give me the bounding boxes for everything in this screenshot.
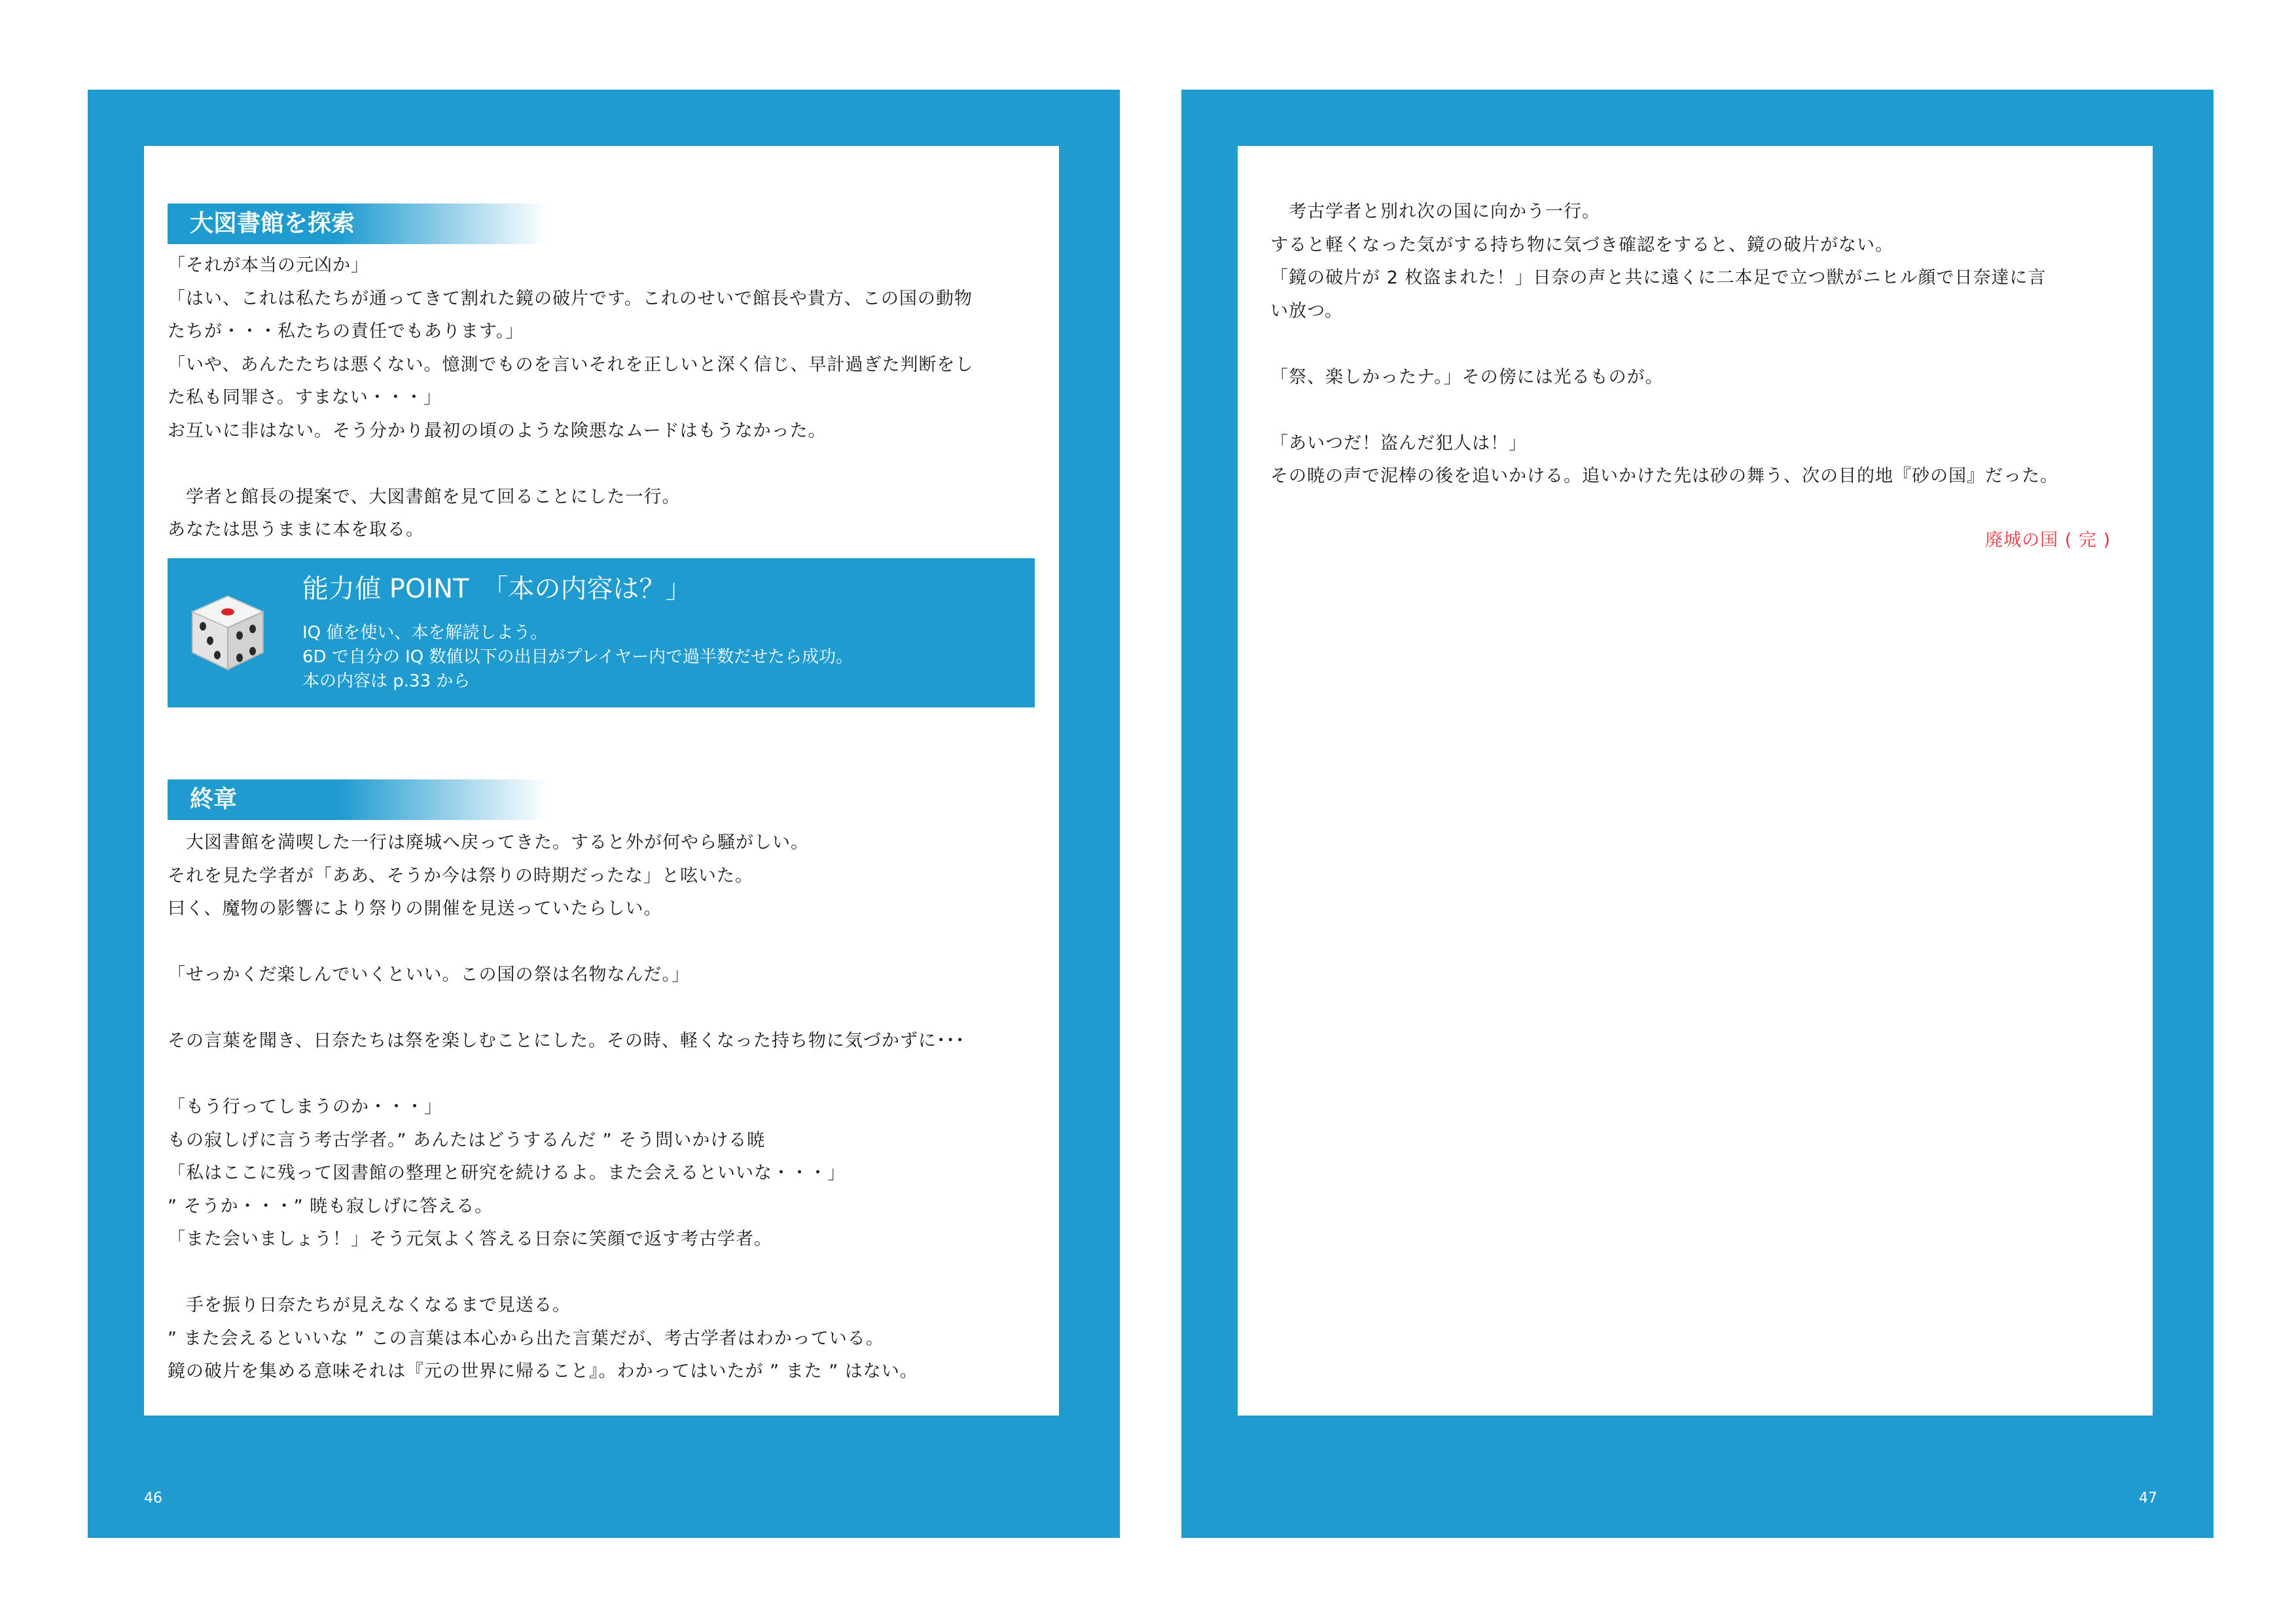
text-line: お互いに非はない。そう分かり最初の頃のような険悪なムードはもうなかった。 (168, 420, 827, 441)
text-line: その言葉を聞き、日奈たちは祭を楽しむことにした。その時、軽くなった持ち物に気づかずに･･･ (168, 1031, 965, 1051)
point-line: 6D で自分の IQ 数値以下の出目がプレイヤー内で過半数だせたら成功。 (302, 647, 853, 667)
right-page-text (1270, 196, 2147, 493)
text-line: 「それが本当の元凶か」 (168, 255, 369, 276)
text-line: 「また会いましょう！」そう元気よく答える日奈に笑顔で返す考古学者。 (168, 1229, 772, 1249)
text-line: それを見た学者が「ああ、そうか今は祭りの時期だったな」と呟いた。 (168, 865, 753, 886)
right-page (1181, 90, 2214, 1538)
text-line: その暁の声で泥棒の後を追いかける。追いかけた先は砂の舞う、次の目的地『砂の国』だった。 (1270, 466, 2058, 486)
text-line: た私も同罪さ。すまない・・・」 (168, 387, 442, 408)
end-mark: 廃城の国 ( 完 ) (1985, 530, 2111, 550)
text-line: たちが・・・私たちの責任でもあります。」 (168, 321, 524, 342)
point-title: 能力値 POINT 「本の内容は？」 (302, 574, 692, 604)
ability-point-box (168, 558, 1035, 707)
text-line: 「祭、楽しかったナ。」その傍には光るものが。 (1270, 366, 1664, 387)
left-page-content (144, 146, 1059, 1416)
text-line (168, 1257, 1045, 1290)
text-line (168, 1058, 1045, 1092)
point-description (302, 621, 853, 694)
point-line: 本の内容は p.33 から (302, 671, 471, 691)
text-line: ” また会えるといいな ” この言葉は本心から出た言葉だが、考古学者はわかっている。 (168, 1328, 884, 1349)
left-page (88, 90, 1120, 1538)
text-line: 「私はここに残って図書館の整理と研究を続けるよ。また会えるといいな・・・」 (168, 1163, 846, 1183)
section2-text (168, 827, 1045, 1389)
text-line: 「はい、これは私たちが通ってきて割れた鏡の破片です。これのせいで館長や貴方、この国の動物 (168, 288, 973, 309)
text-line: 鏡の破片を集める意味それは『元の世界に帰ること』。わかってはいたが ” また ” はない。 (168, 1361, 918, 1382)
text-line: 「あいつだ！盗んだ犯人は！」 (1270, 433, 1527, 454)
point-line: IQ 値を使い、本を解読しよう。 (302, 623, 548, 643)
text-line (168, 992, 1045, 1026)
text-line: 考古学者と別れ次の国に向かう一行。 (1270, 202, 1600, 222)
text-line: 「いや、あんたたちは悪くない。憶測でものを言いそれを正しいと深く信じ、早計過ぎた判断をし (168, 354, 974, 375)
section1-text (168, 249, 1045, 547)
text-line: あなたは思うままに本を取る。 (168, 520, 424, 540)
text-line: ” そうか・・・” 暁も寂しげに答える。 (168, 1196, 493, 1217)
text-line: 大図書館を満喫した一行は廃城へ戻ってきた。すると外が何やら騒がしい。 (168, 832, 809, 853)
text-line: すると軽くなった気がする持ち物に気づき確認をすると、鏡の破片がない。 (1270, 234, 1893, 255)
section-heading-final-chapter: 終章 (168, 779, 547, 820)
page-number: 47 (2139, 1490, 2157, 1507)
dice-icon (187, 592, 268, 673)
text-line (1270, 328, 2147, 361)
text-line: 手を振り日奈たちが見えなくなるまで見送る。 (168, 1295, 571, 1315)
text-line: 「鏡の破片が 2 枚盗まれた！」日奈の声と共に遠くに二本足で立つ獣がニヒル顔で日奈達に言 (1270, 268, 2047, 288)
text-line: 「もう行ってしまうのか・・・」 (168, 1097, 442, 1117)
section-heading-library: 大図書館を探索 (168, 204, 547, 244)
text-line: 「せっかくだ楽しんでいくといい。この国の祭は名物なんだ。」 (168, 965, 690, 985)
page-number: 46 (144, 1490, 162, 1507)
text-line (1270, 394, 2147, 427)
right-page-content (1238, 146, 2153, 1416)
text-line (168, 448, 1045, 481)
text-line: 学者と館長の提案で、大図書館を見て回ることにした一行。 (168, 486, 681, 507)
text-line: もの寂しげに言う考古学者。” あんたはどうするんだ ” そう問いかける暁 (168, 1130, 766, 1150)
text-line: い放つ。 (1270, 300, 1343, 321)
text-line: 曰く、魔物の影響により祭りの開催を見送っていたらしい。 (168, 899, 662, 919)
text-line (168, 926, 1045, 959)
